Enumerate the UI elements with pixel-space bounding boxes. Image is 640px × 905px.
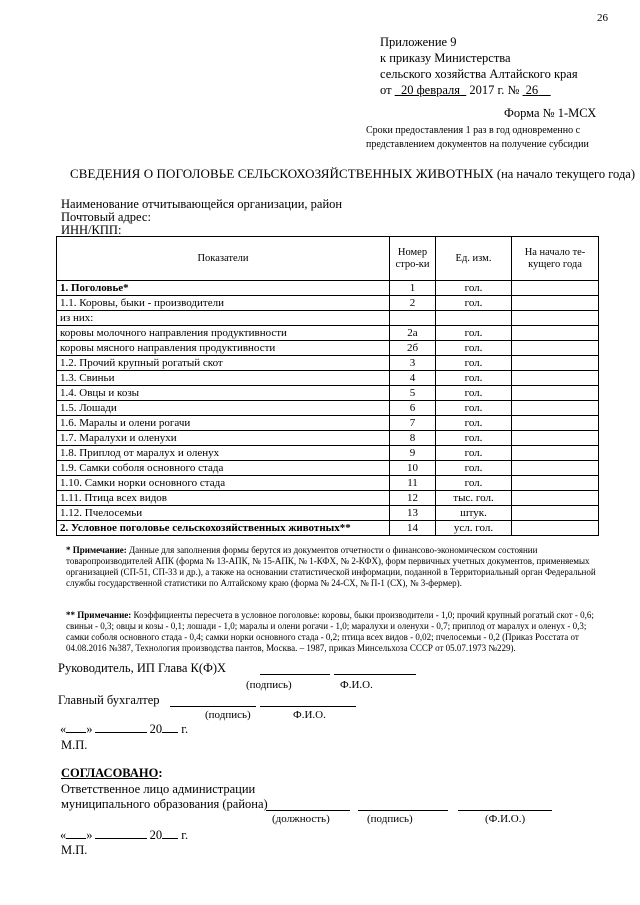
row-unit: штук. <box>436 506 512 521</box>
row-number: 5 <box>390 386 436 401</box>
table-row <box>57 461 599 476</box>
row-number: 9 <box>390 446 436 461</box>
row-value-cell[interactable] <box>512 356 599 371</box>
row-value-cell[interactable] <box>512 431 599 446</box>
row-number: 13 <box>390 506 436 521</box>
row-number: 4 <box>390 371 436 386</box>
table-row <box>57 521 599 536</box>
row-unit: гол. <box>436 386 512 401</box>
livestock-table <box>56 236 599 536</box>
date-line-2: « » 20 г. <box>60 828 189 842</box>
note-1-text: Данные для заполнения формы берутся из документов отчетности о финансово-экономическом состоянии товаропроизводителей АПК (форма № 13-АПК, № 15-АПК, № 1-КФХ, № 2-КФХ), форм первичных учетных документов, применяемых организацией (СП-51, СП-33 и др.), а также на основании статистической информации, поданной в Территориальный орган Федеральной службы государственной статистики по Алтайскому краю (форма № 24-СХ, № П-1 (СХ), № 3-фермер). <box>66 545 596 588</box>
order-date: 20 февраля <box>400 83 461 97</box>
row-unit: гол. <box>436 446 512 461</box>
row-number: 7 <box>390 416 436 431</box>
row-number: 2б <box>390 341 436 356</box>
accountant-signature-line[interactable] <box>170 706 256 707</box>
row-name: 1. Поголовье* <box>57 281 390 296</box>
row-unit: гол. <box>436 401 512 416</box>
row-value-cell[interactable] <box>512 281 599 296</box>
row-unit: гол. <box>436 341 512 356</box>
date-prefix: от <box>380 83 392 97</box>
row-value-cell[interactable] <box>512 386 599 401</box>
row-unit <box>436 311 512 326</box>
row-name: коровы мясного направления продуктивности <box>57 341 390 356</box>
accountant-fio-caption: Ф.И.О. <box>293 709 326 721</box>
agreed-position-line[interactable] <box>266 810 350 811</box>
appendix-date-line <box>380 82 578 98</box>
table-row <box>57 416 599 431</box>
table-row <box>57 341 599 356</box>
row-name: 1.4. Овцы и козы <box>57 386 390 401</box>
row-name: 1.2. Прочий крупный рогатый скот <box>57 356 390 371</box>
row-value-cell[interactable] <box>512 311 599 326</box>
row-number: 12 <box>390 491 436 506</box>
agreed-line-2: муниципального образования (района) <box>61 797 268 811</box>
agreed-fio-caption: (Ф.И.О.) <box>485 813 526 825</box>
row-name: из них: <box>57 311 390 326</box>
row-unit: гол. <box>436 431 512 446</box>
row-unit: усл. гол. <box>436 521 512 536</box>
row-name: 1.3. Свиньи <box>57 371 390 386</box>
row-name: 1.10. Самки норки основного стада <box>57 476 390 491</box>
table-row <box>57 446 599 461</box>
table-row <box>57 506 599 521</box>
agreed-line-1: Ответственное лицо администрации <box>61 782 256 796</box>
note-2-label: ** Примечание: <box>66 610 132 620</box>
row-value-cell[interactable] <box>512 401 599 416</box>
row-value-cell[interactable] <box>512 506 599 521</box>
agreed-title: СОГЛАСОВАНО: <box>61 766 163 780</box>
row-value-cell[interactable] <box>512 461 599 476</box>
note-1-label: * Примечание: <box>66 545 127 555</box>
row-number: 3 <box>390 356 436 371</box>
table-row <box>57 401 599 416</box>
row-unit: гол. <box>436 371 512 386</box>
agreed-signature-caption: (подпись) <box>367 813 413 825</box>
row-number: 6 <box>390 401 436 416</box>
row-unit: гол. <box>436 356 512 371</box>
head-label: Руководитель, ИП Глава К(Ф)Х <box>58 661 227 675</box>
document-title <box>70 166 635 182</box>
row-number: 14 <box>390 521 436 536</box>
row-number: 10 <box>390 461 436 476</box>
head-fio-line[interactable] <box>334 674 416 675</box>
title-main: СВЕДЕНИЯ О ПОГОЛОВЬЕ СЕЛЬСКОХОЗЯЙСТВЕННЫХ ЖИВОТНЫХ <box>70 166 494 181</box>
row-unit: тыс. гол. <box>436 491 512 506</box>
accountant-fio-line[interactable] <box>260 706 356 707</box>
table-row <box>57 281 599 296</box>
accountant-label: Главный бухгалтер <box>58 693 160 707</box>
row-name: коровы молочного направления продуктивности <box>57 326 390 341</box>
row-number <box>390 311 436 326</box>
table-row <box>57 431 599 446</box>
row-number: 2 <box>390 296 436 311</box>
row-name: 1.5. Лошади <box>57 401 390 416</box>
row-name: 1.7. Маралухи и оленухи <box>57 431 390 446</box>
accountant-signature-caption: (подпись) <box>205 709 251 721</box>
header-unit: Ед. изм. <box>436 237 512 281</box>
row-name: 1.11. Птица всех видов <box>57 491 390 506</box>
table-row <box>57 326 599 341</box>
row-unit: гол. <box>436 416 512 431</box>
header-indicators: Показатели <box>57 237 390 281</box>
table-row <box>57 356 599 371</box>
appendix-header <box>380 34 578 98</box>
row-value-cell[interactable] <box>512 371 599 386</box>
order-number: 26 <box>525 83 539 97</box>
row-number: 1 <box>390 281 436 296</box>
form-number: Форма № 1-МСХ <box>504 106 597 120</box>
table-row <box>57 311 599 326</box>
row-value-cell[interactable] <box>512 341 599 356</box>
header-current-year: На начало те-кущего года <box>512 237 599 281</box>
row-unit: гол. <box>436 296 512 311</box>
date-line-1: « » 20 г. <box>60 722 189 736</box>
row-value-cell[interactable] <box>512 446 599 461</box>
row-name: 1.9. Самки соболя основного стада <box>57 461 390 476</box>
head-signature-caption: (подпись) <box>246 679 292 691</box>
table-row <box>57 296 599 311</box>
row-unit: гол. <box>436 461 512 476</box>
row-unit: гол. <box>436 476 512 491</box>
row-name: 1.12. Пчелосемьи <box>57 506 390 521</box>
agreed-signature-line[interactable] <box>358 810 448 811</box>
table-row <box>57 386 599 401</box>
stamp-place-1: М.П. <box>61 738 88 752</box>
row-value-cell[interactable] <box>512 296 599 311</box>
org-name-field: Наименование отчитывающейся организации, район <box>61 197 343 211</box>
agreed-position-caption: (должность) <box>272 813 330 825</box>
table-row <box>57 476 599 491</box>
row-value-cell[interactable] <box>512 491 599 506</box>
appendix-line-3: сельского хозяйства Алтайского края <box>380 67 578 81</box>
row-unit: гол. <box>436 326 512 341</box>
deadline-line-1: Сроки предоставления 1 раз в год одновременно с <box>366 125 581 136</box>
agreed-fio-line[interactable] <box>458 810 552 811</box>
inn-kpp-field: ИНН/КПП: <box>61 223 122 237</box>
note-2 <box>66 610 598 654</box>
postal-address-field: Почтовый адрес: <box>61 210 151 224</box>
deadline-line-2: представлением документов на получение субсидии <box>366 139 589 150</box>
title-suffix: (на начало текущего года) <box>496 167 636 181</box>
row-number: 8 <box>390 431 436 446</box>
row-number: 11 <box>390 476 436 491</box>
row-value-cell[interactable] <box>512 416 599 431</box>
head-fio-caption: Ф.И.О. <box>340 679 373 691</box>
note-1 <box>66 545 598 589</box>
table-row <box>57 491 599 506</box>
row-value-cell[interactable] <box>512 521 599 536</box>
order-year: 2017 г. № <box>469 83 520 97</box>
row-name: 1.8. Приплод от маралух и оленух <box>57 446 390 461</box>
row-name: 2. Условное поголовье сельскохозяйственных животных** <box>57 521 390 536</box>
row-name: 1.6. Маралы и олени рогачи <box>57 416 390 431</box>
head-signature-line[interactable] <box>260 674 330 675</box>
row-name: 1.1. Коровы, быки - производители <box>57 296 390 311</box>
deadline-text <box>366 124 589 152</box>
row-value-cell[interactable] <box>512 326 599 341</box>
row-value-cell[interactable] <box>512 476 599 491</box>
appendix-line-1: Приложение 9 <box>380 35 457 49</box>
stamp-place-2: М.П. <box>61 843 88 857</box>
row-number: 2а <box>390 326 436 341</box>
header-row-number: Номер стро-ки <box>390 237 436 281</box>
row-unit: гол. <box>436 281 512 296</box>
table-row <box>57 371 599 386</box>
note-2-text: Коэффициенты пересчета в условное поголовье: коровы, быки производители - 1,0; прочий крупный рогатый скот - 0,6; свиньи - 0,3; овцы и козы - 0,1; лошади - 1,0; маралы и олени рогачи - 1,0; маралухи и оленухи - 0,7; приплод от маралух и оленух - 0,3; самки соболя основного стада - 0,4; самки норки основного стада - 0,2; птица всех видов - 0,02; пчелосемьи - 0,2 (Приказ Росстата от 04.08.2016 №387, Технология производства пантов, Москва. – 1987, приказ Минсельхоза СССР от 05.07.1973 №229). <box>66 610 594 653</box>
appendix-line-2: к приказу Министерства <box>380 51 511 65</box>
page-number: 26 <box>597 12 608 24</box>
